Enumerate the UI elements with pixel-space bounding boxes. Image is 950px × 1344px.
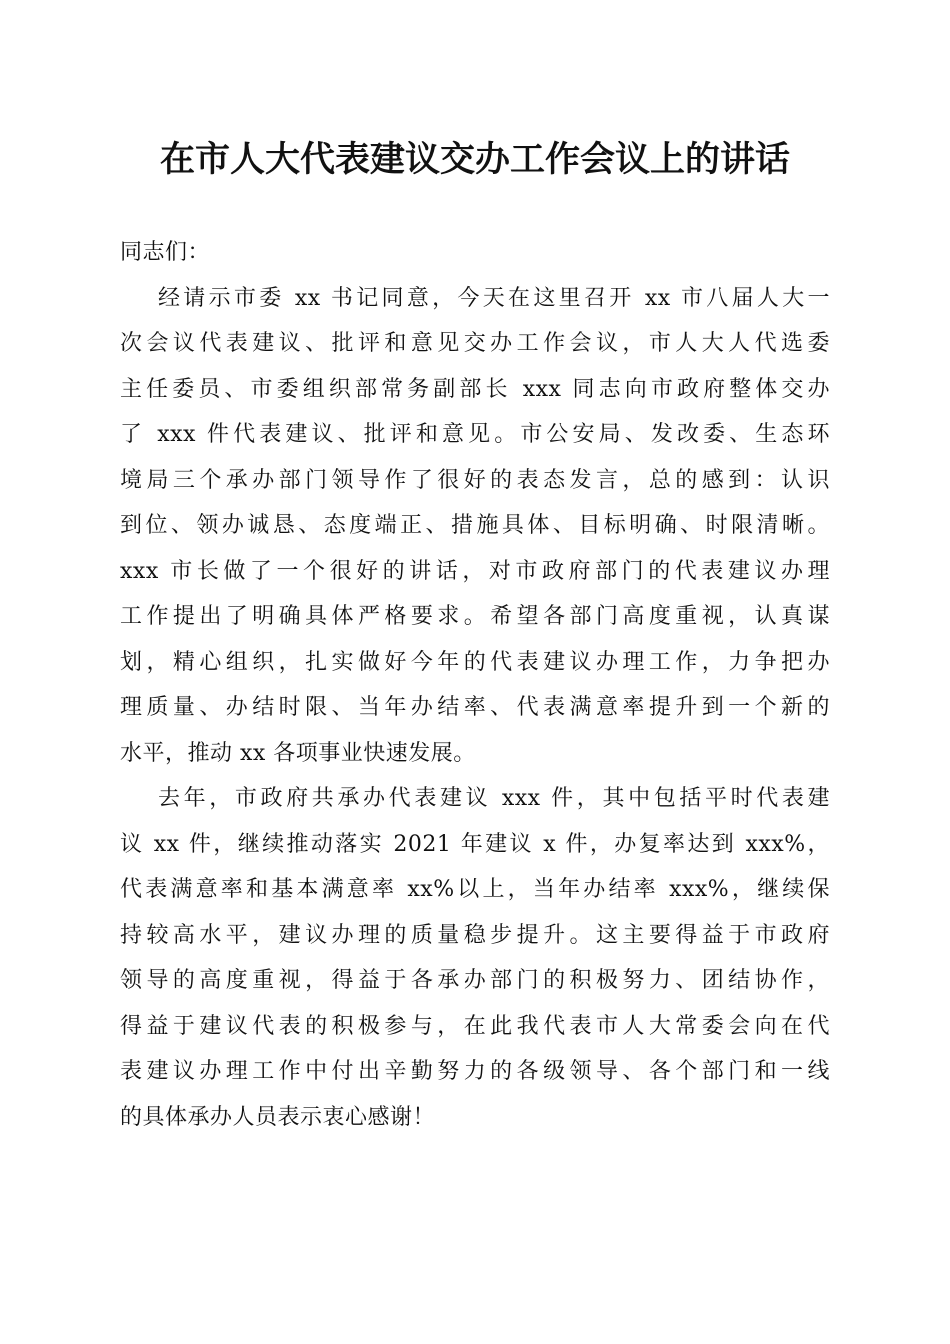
paragraph-line: 经请示市委 xx 书记同意，今天在这里召开 xx 市八届人大一 bbox=[158, 285, 830, 311]
paragraph-line: 划，精心组织，扎实做好今年的代表建议办理工作，力争把办 bbox=[120, 649, 830, 675]
paragraph-line: 领导的高度重视，得益于各承办部门的积极努力、团结协作， bbox=[120, 968, 830, 993]
paragraph-line: 代表满意率和基本满意率 xx%以上，当年办结率 xxx%，继续保 bbox=[120, 877, 830, 902]
paragraph-2 bbox=[120, 776, 830, 1140]
paragraph-1 bbox=[120, 276, 830, 777]
paragraph-line: 次会议代表建议、批评和意见交办工作会议，市人大人代选委 bbox=[120, 331, 830, 356]
paragraph-line: 议 xx 件，继续推动落实 2021 年建议 x 件，办复率达到 xxx%， bbox=[120, 831, 830, 857]
paragraph-line: 持较高水平，建议办理的质量稳步提升。这主要得益于市政府 bbox=[120, 922, 830, 948]
paragraph-line: 境局三个承办部门领导作了很好的表态发言，总的感到：认识 bbox=[120, 467, 830, 493]
paragraph-line: 了 xxx 件代表建议、批评和意见。市公安局、发改委、生态环 bbox=[120, 422, 830, 447]
paragraph-line: 水平，推动 xx 各项事业快速发展。 bbox=[120, 740, 476, 766]
paragraph-line: 理质量、办结时限、当年办结率、代表满意率提升到一个新的 bbox=[120, 695, 830, 720]
paragraph-line: xxx 市长做了一个很好的讲话，对市政府部门的代表建议办理 bbox=[120, 558, 830, 584]
document-title: 在市人大代表建议交办工作会议上的讲话 bbox=[159, 139, 790, 180]
paragraph-line: 工作提出了明确具体严格要求。希望各部门高度重视，认真谋 bbox=[120, 604, 830, 629]
paragraph-line: 去年，市政府共承办代表建议 xxx 件，其中包括平时代表建 bbox=[158, 786, 830, 811]
paragraph-line: 的具体承办人员表示衷心感谢！ bbox=[120, 1104, 436, 1130]
salutation: 同志们： bbox=[120, 240, 211, 265]
paragraph-line: 表建议办理工作中付出辛勤努力的各级领导、各个部门和一线 bbox=[120, 1059, 830, 1084]
paragraph-line: 到位、领办诚恳、态度端正、措施具体、目标明确、时限清晰。 bbox=[120, 513, 830, 538]
document-body bbox=[120, 230, 830, 1140]
paragraph-line: 得益于建议代表的积极参与，在此我代表市人大常委会向在代 bbox=[120, 1013, 830, 1039]
paragraph-line: 主任委员、市委组织部常务副部长 xxx 同志向市政府整体交办 bbox=[120, 376, 830, 402]
